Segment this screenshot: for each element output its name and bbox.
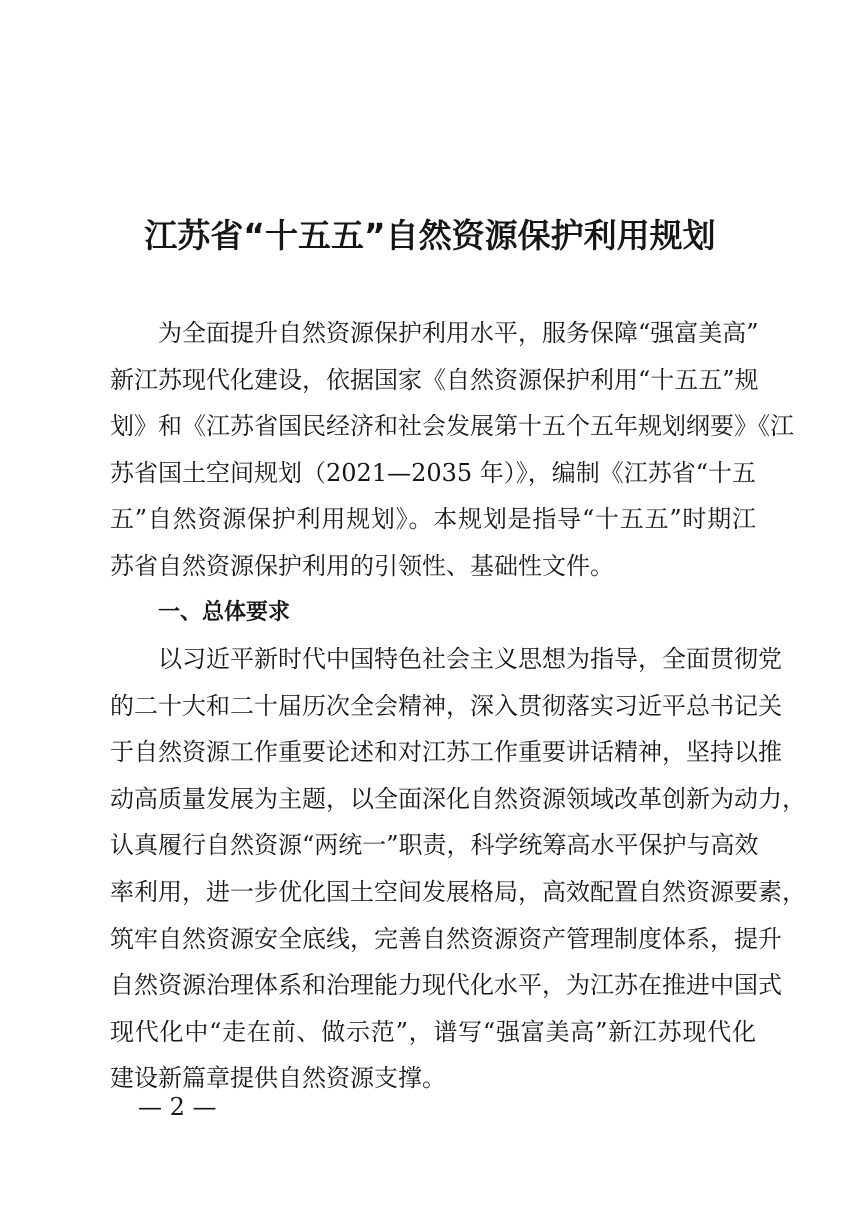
paragraph-line: 建设新篇章提供自然资源支撑。	[110, 1064, 446, 1093]
paragraph-line: 为全面提升自然资源保护利用水平，服务保障“强富美高”	[158, 319, 759, 347]
paragraph-line: 认真履行自然资源“两统一”职责，科学统筹高水平保护与高效	[110, 831, 759, 860]
paragraph-line: 新江苏现代化建设，依据国家《自然资源保护利用“十五五”规	[110, 365, 759, 394]
paragraph-line: 苏省国土空间规划（2021—2035 年）》，编制《江苏省“十五	[110, 458, 757, 487]
paragraph-line: 率利用，进一步优化国土空间发展格局，高效配置自然资源要素，	[110, 877, 806, 906]
document-title: 江苏省“十五五”自然资源保护利用规划	[144, 216, 716, 255]
paragraph-line: 筑牢自然资源安全底线，完善自然资源资产管理制度体系，提升	[110, 924, 782, 953]
paragraph-line: 五”自然资源保护利用规划》。本规划是指导“十五五”时期江	[110, 505, 756, 534]
paragraph-line: 苏省自然资源保护利用的引领性、基础性文件。	[110, 551, 614, 580]
paragraph-line: 划》和《江苏省国民经济和社会发展第十五个五年规划纲要》《江	[110, 412, 794, 441]
section-paragraph	[110, 636, 806, 1102]
intro-paragraph	[110, 310, 794, 590]
paragraph-line: 现代化中“走在前、做示范”，谱写“强富美高”新江苏现代化	[110, 1017, 756, 1046]
section-heading-block	[110, 590, 756, 637]
paragraph-line: 以习近平新时代中国特色社会主义思想为指导，全面贯彻党	[158, 645, 782, 673]
paragraph-line: 的二十大和二十届历次全会精神，深入贯彻落实习近平总书记关	[110, 691, 782, 720]
section-heading: 一、总体要求	[158, 600, 291, 625]
paragraph-line: 自然资源治理体系和治理能力现代化水平，为江苏在推进中国式	[110, 971, 782, 1000]
page-number: — 2 —	[138, 1093, 217, 1121]
paragraph-line: 动高质量发展为主题，以全面深化自然资源领域改革创新为动力，	[110, 784, 806, 813]
paragraph-line: 于自然资源工作重要论述和对江苏工作重要讲话精神，坚持以推	[110, 738, 782, 767]
